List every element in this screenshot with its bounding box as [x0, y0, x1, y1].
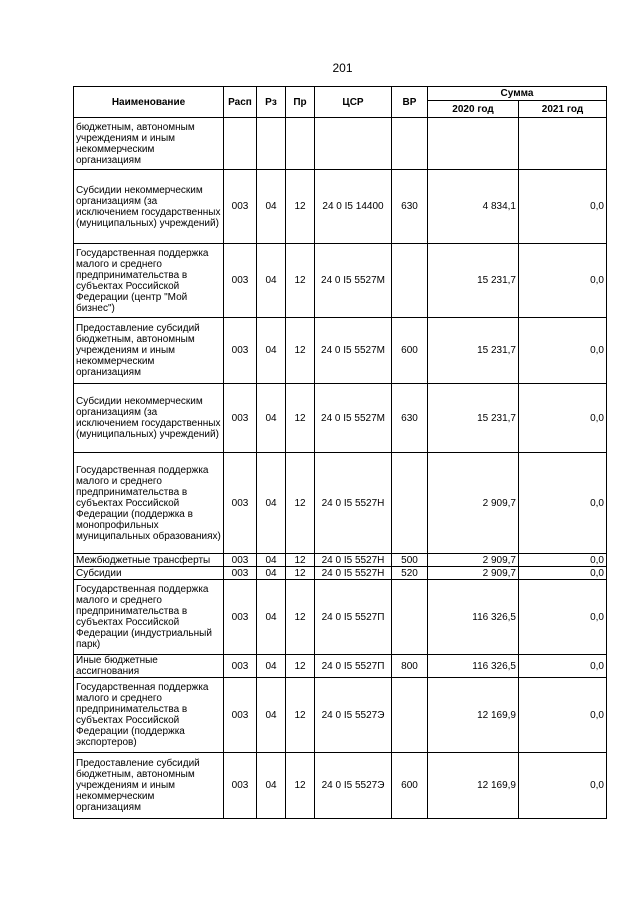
cell-pr: 12 — [286, 753, 315, 819]
table-row — [74, 118, 607, 170]
table-row — [74, 678, 607, 753]
header-sum: Сумма — [428, 87, 607, 101]
cell-vr: 630 — [392, 170, 428, 244]
cell-y2020: 12 169,9 — [428, 678, 519, 753]
cell-csr: 24 0 I5 5527М — [315, 384, 392, 453]
cell-y2020: 2 909,7 — [428, 567, 519, 580]
cell-vr — [392, 118, 428, 170]
cell-rasp: 003 — [224, 580, 257, 655]
cell-y2020: 4 834,1 — [428, 170, 519, 244]
cell-rasp: 003 — [224, 678, 257, 753]
cell-csr: 24 0 I5 5527Э — [315, 678, 392, 753]
cell-csr: 24 0 I5 5527Н — [315, 554, 392, 567]
cell-rz: 04 — [257, 580, 286, 655]
cell-vr — [392, 244, 428, 318]
cell-pr: 12 — [286, 384, 315, 453]
table-row — [74, 655, 607, 678]
header-2020: 2020 год — [428, 101, 519, 118]
cell-name: Предоставление субсидий бюджетным, автономным учреждениям и иным некоммерческим организациям — [74, 753, 224, 819]
cell-rasp: 003 — [224, 554, 257, 567]
cell-rz: 04 — [257, 244, 286, 318]
cell-y2021 — [519, 118, 607, 170]
cell-y2021: 0,0 — [519, 567, 607, 580]
cell-csr: 24 0 I5 14400 — [315, 170, 392, 244]
cell-y2021: 0,0 — [519, 244, 607, 318]
cell-pr: 12 — [286, 170, 315, 244]
cell-csr: 24 0 I5 5527П — [315, 580, 392, 655]
cell-y2021: 0,0 — [519, 655, 607, 678]
cell-name: Предоставление субсидий бюджетным, автономным учреждениям и иным некоммерческим организациям — [74, 318, 224, 384]
cell-pr: 12 — [286, 244, 315, 318]
table-row — [74, 384, 607, 453]
cell-y2020: 116 326,5 — [428, 655, 519, 678]
cell-name: Субсидии — [74, 567, 224, 580]
cell-y2020: 2 909,7 — [428, 453, 519, 554]
header-csr: ЦСР — [315, 87, 392, 118]
cell-y2021: 0,0 — [519, 318, 607, 384]
table-row — [74, 580, 607, 655]
cell-rz: 04 — [257, 554, 286, 567]
cell-y2020: 15 231,7 — [428, 244, 519, 318]
cell-rz: 04 — [257, 384, 286, 453]
cell-rasp: 003 — [224, 170, 257, 244]
cell-rz — [257, 118, 286, 170]
cell-name: Межбюджетные трансферты — [74, 554, 224, 567]
cell-y2020 — [428, 118, 519, 170]
cell-rz: 04 — [257, 753, 286, 819]
cell-vr: 600 — [392, 753, 428, 819]
cell-pr: 12 — [286, 453, 315, 554]
cell-rasp: 003 — [224, 567, 257, 580]
cell-y2020: 116 326,5 — [428, 580, 519, 655]
table-row — [74, 244, 607, 318]
cell-rasp: 003 — [224, 453, 257, 554]
cell-name: Субсидии некоммерческим организациям (за исключением государственных (муниципальных) учреждений) — [74, 170, 224, 244]
cell-name: Государственная поддержка малого и среднего предпринимательства в субъектах Российской Федерации (индустриальный парк) — [74, 580, 224, 655]
header-vr: ВР — [392, 87, 428, 118]
header-2021: 2021 год — [519, 101, 607, 118]
cell-rasp: 003 — [224, 318, 257, 384]
cell-rz: 04 — [257, 678, 286, 753]
cell-csr: 24 0 I5 5527Н — [315, 453, 392, 554]
cell-csr: 24 0 I5 5527М — [315, 318, 392, 384]
cell-csr: 24 0 I5 5527М — [315, 244, 392, 318]
cell-y2021: 0,0 — [519, 384, 607, 453]
header-name: Наименование — [74, 87, 224, 118]
cell-csr: 24 0 I5 5527П — [315, 655, 392, 678]
cell-vr: 800 — [392, 655, 428, 678]
cell-y2021: 0,0 — [519, 678, 607, 753]
cell-rasp: 003 — [224, 655, 257, 678]
cell-pr — [286, 118, 315, 170]
header-rz: Рз — [257, 87, 286, 118]
cell-rz: 04 — [257, 170, 286, 244]
page-number: 201 — [332, 61, 353, 75]
cell-csr: 24 0 I5 5527Н — [315, 567, 392, 580]
cell-vr — [392, 678, 428, 753]
cell-y2020: 15 231,7 — [428, 318, 519, 384]
cell-rz: 04 — [257, 318, 286, 384]
cell-vr: 500 — [392, 554, 428, 567]
cell-vr — [392, 453, 428, 554]
cell-rz: 04 — [257, 567, 286, 580]
cell-y2020: 12 169,9 — [428, 753, 519, 819]
cell-y2021: 0,0 — [519, 453, 607, 554]
cell-pr: 12 — [286, 567, 315, 580]
cell-rasp — [224, 118, 257, 170]
header-pr: Пр — [286, 87, 315, 118]
cell-rasp: 003 — [224, 384, 257, 453]
cell-vr: 600 — [392, 318, 428, 384]
cell-name: Иные бюджетные ассигнования — [74, 655, 224, 678]
cell-rz: 04 — [257, 453, 286, 554]
cell-csr: 24 0 I5 5527Э — [315, 753, 392, 819]
table-row — [74, 554, 607, 567]
cell-y2021: 0,0 — [519, 753, 607, 819]
table-row — [74, 753, 607, 819]
cell-vr — [392, 580, 428, 655]
cell-y2020: 15 231,7 — [428, 384, 519, 453]
table-row — [74, 453, 607, 554]
cell-pr: 12 — [286, 554, 315, 567]
cell-name: бюджетным, автономным учреждениям и иным некоммерческим организациям — [74, 118, 224, 170]
cell-vr: 630 — [392, 384, 428, 453]
cell-pr: 12 — [286, 655, 315, 678]
cell-y2021: 0,0 — [519, 554, 607, 567]
cell-name: Государственная поддержка малого и среднего предпринимательства в субъектах Российской Федерации (центр "Мой бизнес") — [74, 244, 224, 318]
cell-name: Субсидии некоммерческим организациям (за исключением государственных (муниципальных) учреждений) — [74, 384, 224, 453]
cell-name: Государственная поддержка малого и среднего предпринимательства в субъектах Российской Федерации (поддержка экспортеров) — [74, 678, 224, 753]
budget-table — [73, 86, 607, 819]
table-row — [74, 318, 607, 384]
cell-rasp: 003 — [224, 753, 257, 819]
cell-y2020: 2 909,7 — [428, 554, 519, 567]
table-row — [74, 170, 607, 244]
cell-vr: 520 — [392, 567, 428, 580]
header-rasp: Расп — [224, 87, 257, 118]
cell-y2021: 0,0 — [519, 170, 607, 244]
cell-csr — [315, 118, 392, 170]
cell-y2021: 0,0 — [519, 580, 607, 655]
cell-rz: 04 — [257, 655, 286, 678]
table-row — [74, 567, 607, 580]
cell-rasp: 003 — [224, 244, 257, 318]
cell-pr: 12 — [286, 318, 315, 384]
cell-pr: 12 — [286, 678, 315, 753]
cell-pr: 12 — [286, 580, 315, 655]
cell-name: Государственная поддержка малого и среднего предпринимательства в субъектах Российской Федерации (поддержка в монопрофильных муниципальных образованиях) — [74, 453, 224, 554]
